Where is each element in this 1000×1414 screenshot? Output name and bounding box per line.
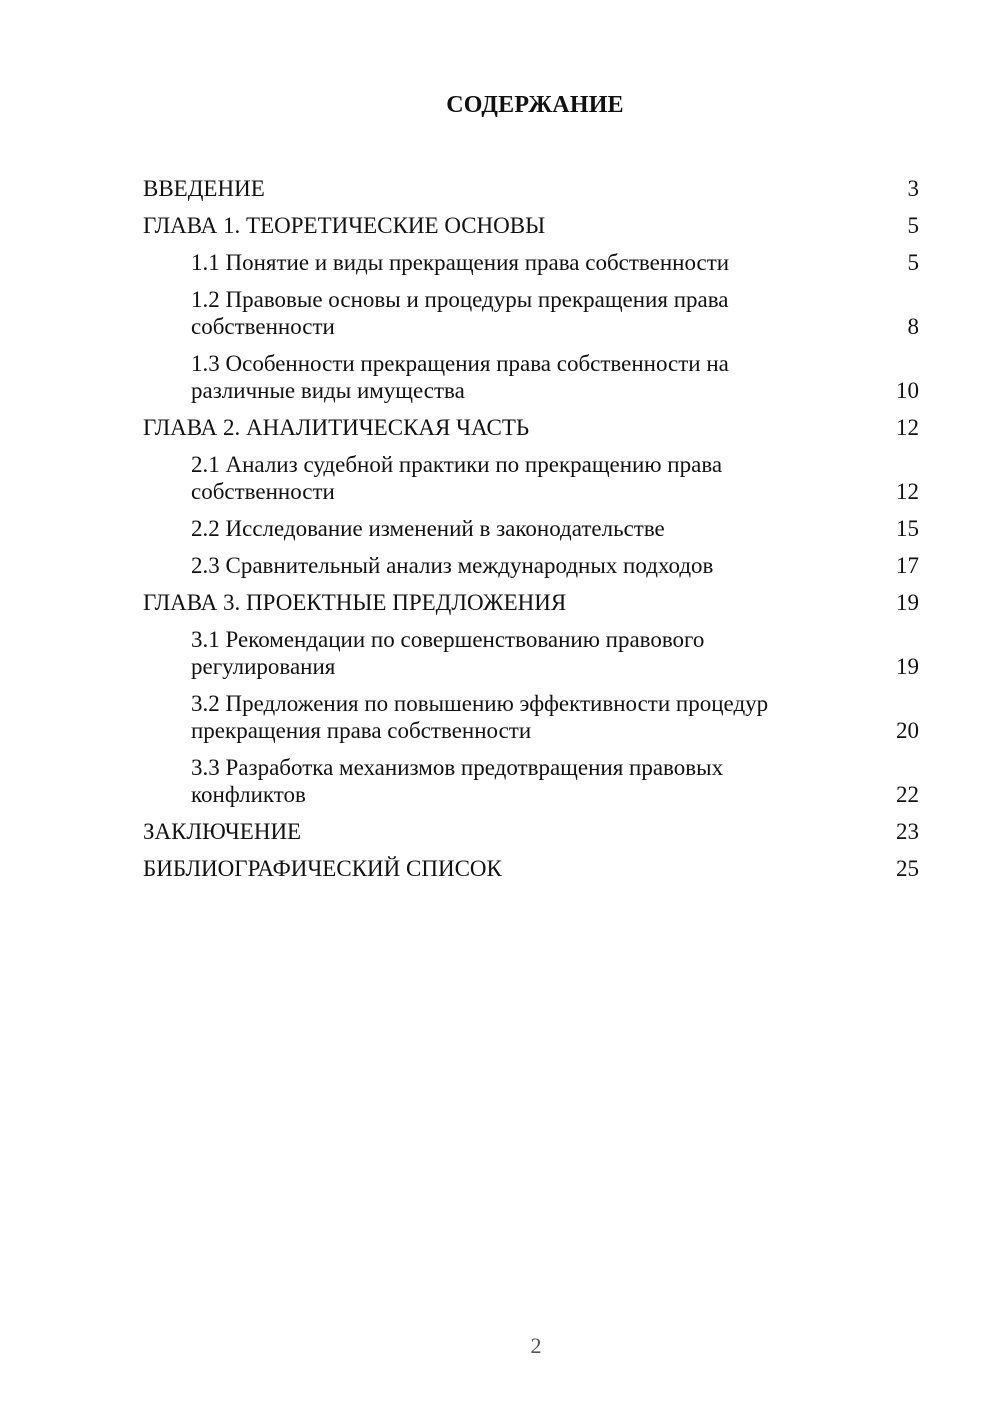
- toc-entry-page: 22: [896, 782, 919, 807]
- toc-entry-title: 3.2 Предложения по повышению эффективности процедур прекращения права собственности: [191, 691, 769, 743]
- toc-entry-section-3-1[interactable]: [143, 621, 919, 685]
- toc-entry-page: 19: [896, 590, 919, 615]
- toc-entry-page: 12: [896, 479, 919, 504]
- toc-entry-section-2-1[interactable]: [143, 446, 919, 510]
- toc-entry-section-1-1[interactable]: [143, 244, 919, 281]
- toc-entry-page: 19: [896, 654, 919, 679]
- toc-entry-chapter-3[interactable]: [143, 584, 919, 621]
- toc-entry-conclusion[interactable]: [143, 813, 919, 850]
- toc-entry-title: 1.1 Понятие и виды прекращения права собственности: [191, 250, 730, 275]
- toc-entry-title: БИБЛИОГРАФИЧЕСКИЙ СПИСОК: [143, 856, 502, 881]
- toc-entry-title: ГЛАВА 2. АНАЛИТИЧЕСКАЯ ЧАСТЬ: [143, 415, 530, 440]
- toc-entry-page: 5: [907, 213, 919, 238]
- toc-entry-title: 2.2 Исследование изменений в законодательстве: [191, 516, 665, 541]
- toc-entry-title: 3.1 Рекомендации по совершенствованию правового регулирования: [191, 627, 705, 679]
- toc-entry-section-2-3[interactable]: [143, 547, 919, 584]
- toc-entry-introduction[interactable]: [143, 170, 919, 207]
- toc-entry-section-2-2[interactable]: [143, 510, 919, 547]
- toc-entry-page: 10: [896, 378, 919, 403]
- toc-entry-chapter-1[interactable]: [143, 207, 919, 244]
- toc-entry-page: 12: [896, 415, 919, 440]
- toc-entry-page: 15: [896, 516, 919, 541]
- toc-entry-title: ГЛАВА 3. ПРОЕКТНЫЕ ПРЕДЛОЖЕНИЯ: [143, 590, 567, 615]
- toc-entry-title: 2.3 Сравнительный анализ международных подходов: [191, 553, 714, 578]
- toc-entry-title: ВВЕДЕНИЕ: [143, 176, 265, 201]
- page-number: 2: [530, 1333, 542, 1358]
- toc-entry-section-1-2[interactable]: [143, 281, 919, 345]
- toc-entry-title: 1.2 Правовые основы и процедуры прекращения права собственности: [191, 287, 729, 339]
- toc-entry-page: 23: [896, 819, 919, 844]
- toc-entry-page: 17: [896, 553, 919, 578]
- toc-entry-title: 1.3 Особенности прекращения права собственности на различные виды имущества: [191, 351, 729, 403]
- toc-entry-section-3-3[interactable]: [143, 749, 919, 813]
- toc-entry-section-1-3[interactable]: [143, 345, 919, 409]
- toc-entry-page: 8: [907, 314, 919, 339]
- toc-entry-page: 3: [907, 176, 919, 201]
- toc-entry-chapter-2[interactable]: [143, 409, 919, 446]
- toc-entry-bibliography[interactable]: [143, 850, 919, 887]
- toc-entry-page: 20: [896, 718, 919, 743]
- toc-entry-page: 25: [896, 856, 919, 881]
- toc-entry-title: ЗАКЛЮЧЕНИЕ: [143, 819, 302, 844]
- table-of-contents: [143, 170, 919, 887]
- toc-entry-page: 5: [907, 250, 919, 275]
- toc-entry-title: ГЛАВА 1. ТЕОРЕТИЧЕСКИЕ ОСНОВЫ: [143, 213, 546, 238]
- toc-entry-title: 2.1 Анализ судебной практики по прекращению права собственности: [191, 452, 723, 504]
- toc-entry-title: 3.3 Разработка механизмов предотвращения правовых конфликтов: [191, 755, 724, 807]
- page-title: СОДЕРЖАНИЕ: [446, 92, 624, 118]
- toc-entry-section-3-2[interactable]: [143, 685, 919, 749]
